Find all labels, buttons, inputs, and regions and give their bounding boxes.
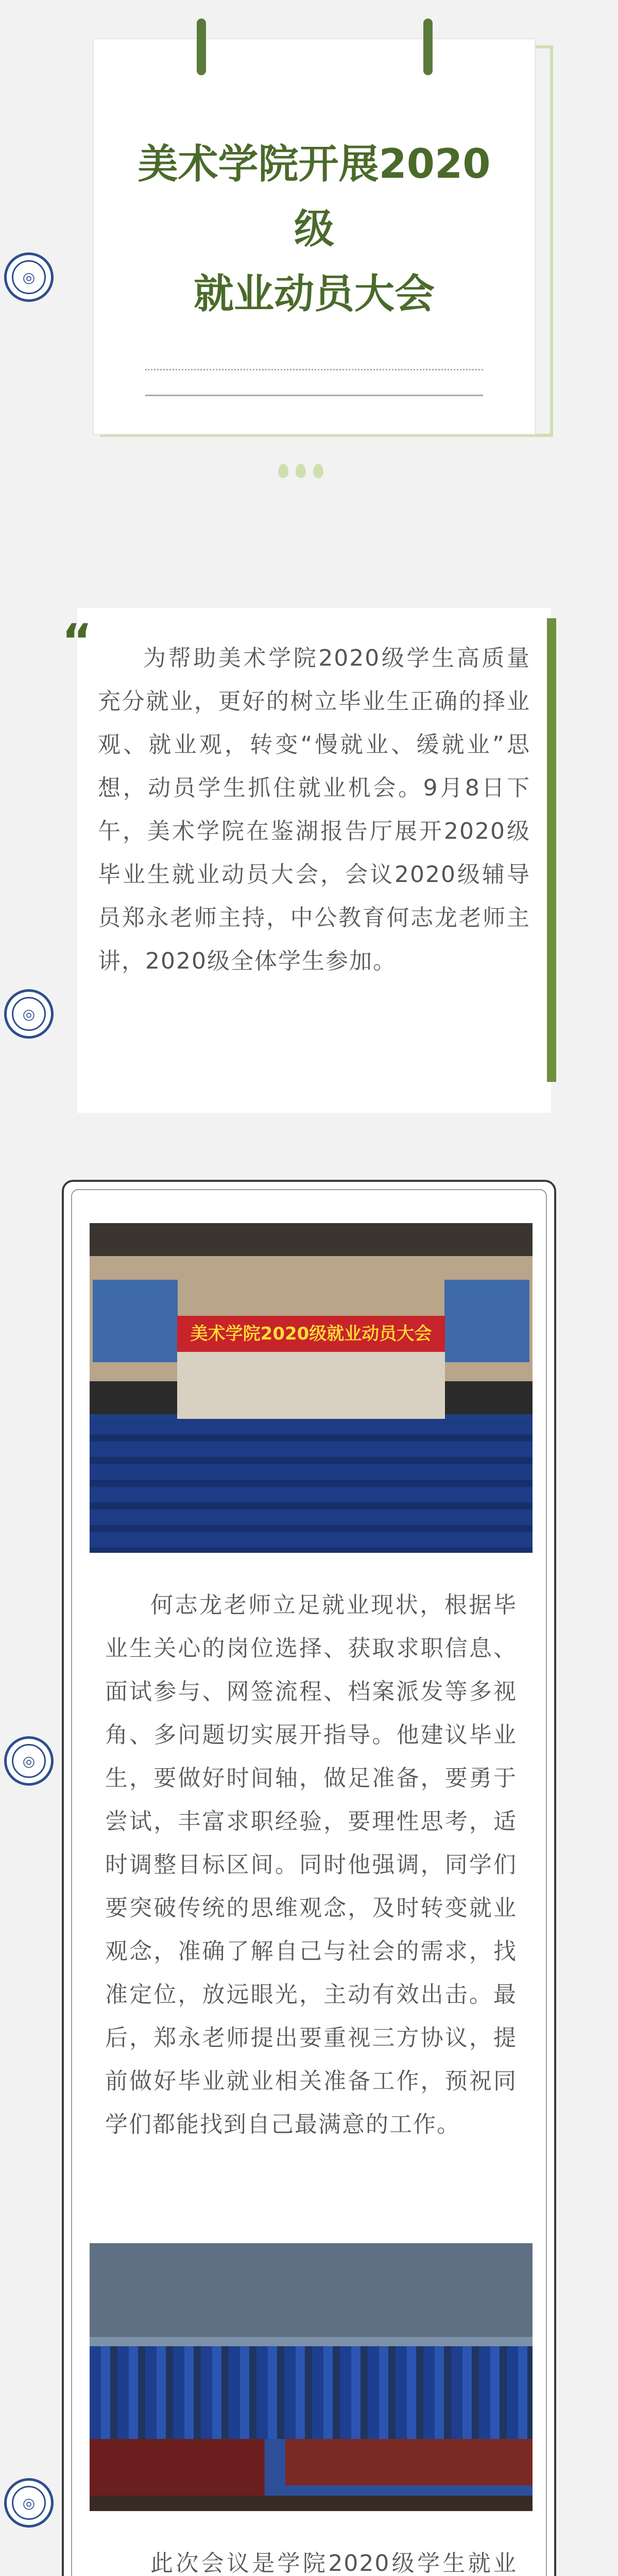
drop-icon <box>296 464 306 478</box>
intro-section <box>62 608 556 1113</box>
front-desk <box>285 2439 533 2485</box>
audience-photo <box>90 2243 533 2511</box>
university-emblem-icon: ◎ <box>4 2478 54 2528</box>
pin-icon <box>423 19 433 75</box>
page-title <box>114 132 514 327</box>
title-card <box>93 31 546 443</box>
front-desk <box>90 2439 265 2496</box>
meeting-photo <box>90 1223 533 1553</box>
title-line-1: 美术学院开展2020 <box>138 141 491 188</box>
pin-icon <box>197 19 206 75</box>
title-line-3: 就业动员大会 <box>193 271 435 317</box>
meeting-banner: 美术学院2020级就业动员大会 <box>177 1316 445 1352</box>
divider <box>145 369 483 370</box>
body-paragraph-2: 此次会议是学院2020级学生就业 <box>150 2550 517 2576</box>
drop-icon <box>278 464 288 478</box>
stage-backdrop <box>177 1352 445 1424</box>
divider <box>145 395 483 396</box>
university-emblem-icon: ◎ <box>4 989 54 1039</box>
drop-icon <box>313 464 323 478</box>
projection-screen <box>93 1280 178 1362</box>
body-paragraph-1: 何志龙老师立足就业现状，根据毕业生关心的岗位选择、获取求职信息、面试参与、网签流程、档案派发等多视角、多问题切实展开指导。他建议毕业生，要做好时间轴，做足准备，要勇于尝试，丰富求职经验，要理性思考，适时调整目标区间。同时他强调，同学们要突破传统的思维观念，及时转变就业观念，准确了解自己与社会的需求，找准定位，放远眼光，主动有效出击。最后，郑永老师提出要重视三方协议，提前做好毕业就业相关准备工作，预祝同学们都能找到自己最满意的工作。 <box>105 1592 517 2138</box>
intro-accent-bar <box>547 618 556 1082</box>
university-emblem-icon: ◎ <box>4 1736 54 1786</box>
projection-screen <box>444 1280 529 1362</box>
audience-seats <box>90 1419 533 1553</box>
intro-text: 为帮助美术学院2020级学生高质量充分就业，更好的树立毕业生正确的择业观、就业观，转变“慢就业、缓就业”思想，动员学生抓住就业机会。9月8日下午，美术学院在鉴湖报告厅展开2020级毕业生就业动员大会，会议2020级辅导员郑永老师主持，中公教育何志龙老师主讲，2020级全体学生参加。 <box>98 645 530 974</box>
drops-decoration <box>278 464 323 478</box>
article-frame <box>62 1180 556 2576</box>
floor <box>90 2496 533 2511</box>
quote-icon: “ <box>62 614 93 668</box>
title-line-2: 级 <box>294 206 334 252</box>
university-emblem-icon: ◎ <box>4 252 54 302</box>
title-card-body <box>93 38 536 435</box>
audience-crowd <box>90 2346 533 2439</box>
